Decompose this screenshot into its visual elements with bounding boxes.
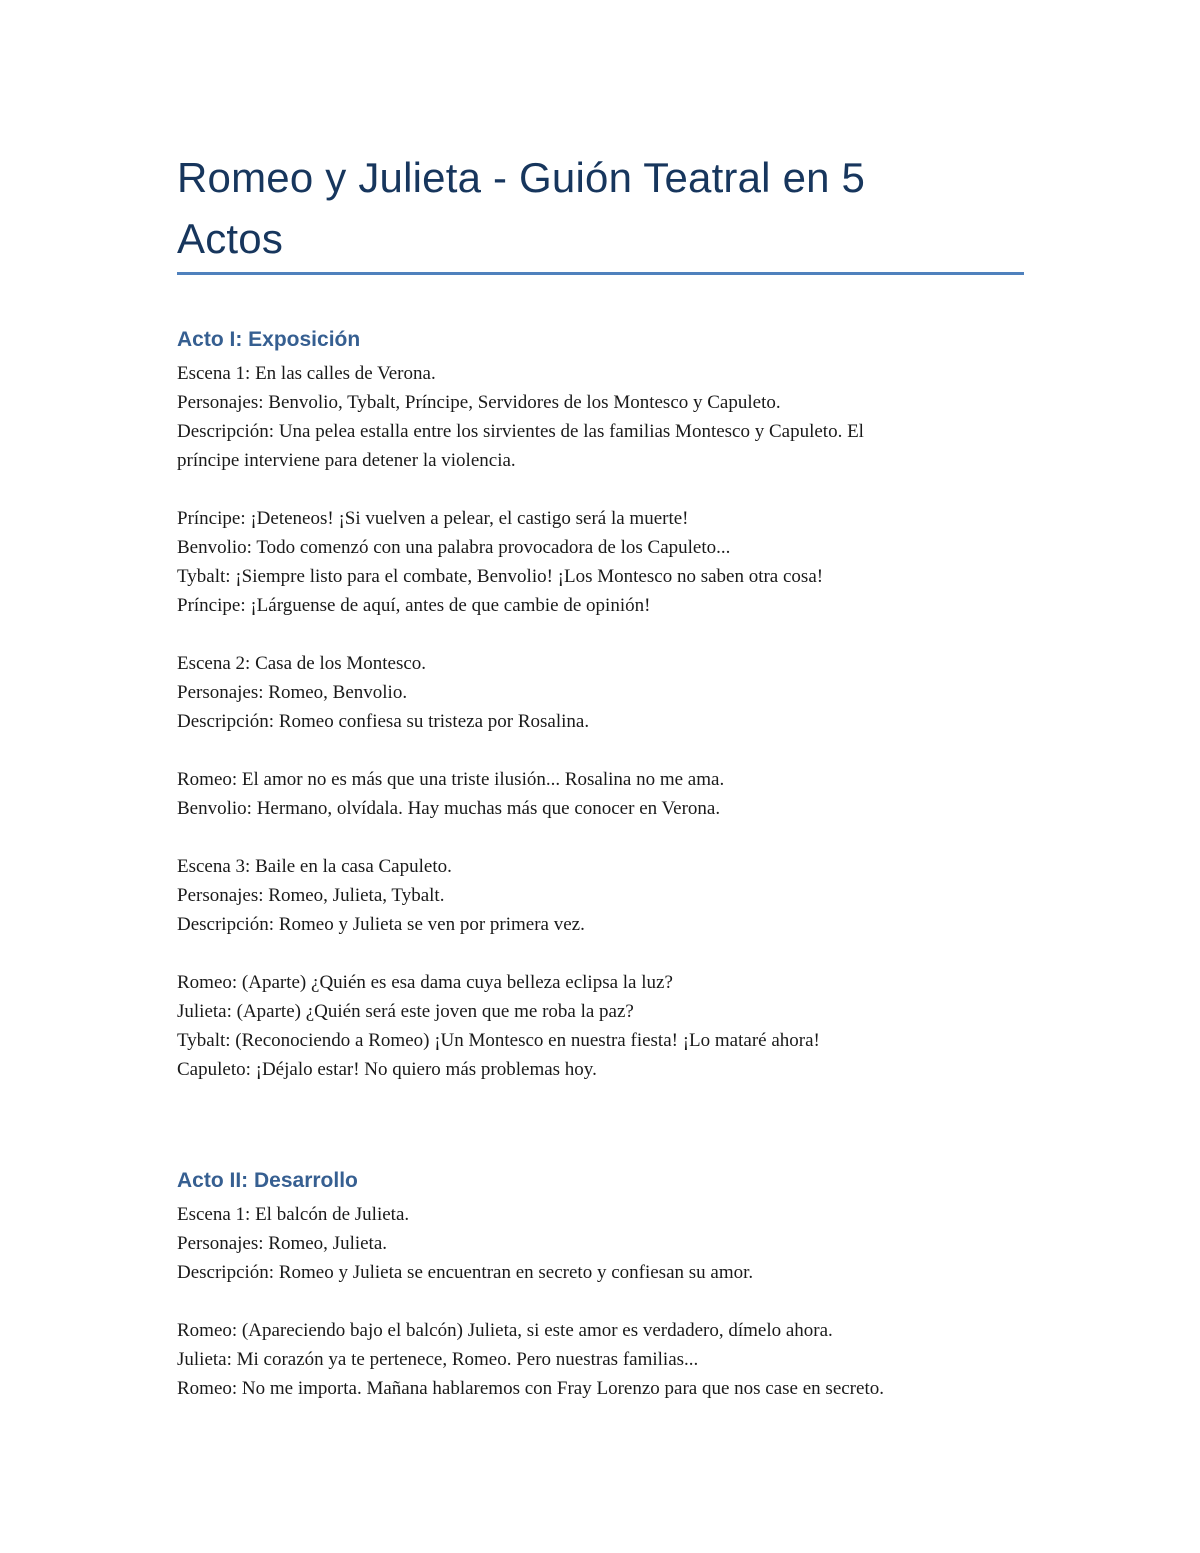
act-1-section <box>177 325 1037 1084</box>
document-title-line-2: Actos <box>177 215 284 262</box>
act-2-section <box>177 1166 1037 1403</box>
dialogue-line: Príncipe: ¡Deteneos! ¡Si vuelven a pelear, el castigo será la muerte! <box>177 508 689 529</box>
act-1-scene-1-title: Escena 1: En las calles de Verona. <box>177 363 436 384</box>
dialogue-line: Romeo: (Apareciendo bajo el balcón) Julieta, si este amor es verdadero, dímelo ahora. <box>177 1320 833 1341</box>
dialogue-line: Romeo: No me importa. Mañana hablaremos con Fray Lorenzo para que nos case en secreto. <box>177 1378 884 1399</box>
act-1-scene-3-title: Escena 3: Baile en la casa Capuleto. <box>177 856 452 877</box>
document-title-block <box>177 147 1025 269</box>
spacer <box>177 823 1037 852</box>
act-1-heading: Acto I: Exposición <box>177 328 361 351</box>
act-1-scene-2-title: Escena 2: Casa de los Montesco. <box>177 653 427 674</box>
dialogue-line: Tybalt: ¡Siempre listo para el combate, Benvolio! ¡Los Montesco no saben otra cosa! <box>177 566 824 587</box>
act-2-scene-1-title: Escena 1: El balcón de Julieta. <box>177 1204 410 1225</box>
dialogue-line: Julieta: Mi corazón ya te pertenece, Romeo. Pero nuestras familias... <box>177 1349 699 1370</box>
title-underline-rule <box>177 272 1024 275</box>
spacer <box>177 939 1037 968</box>
document-title-line-1: Romeo y Julieta - Guión Teatral en 5 <box>177 154 866 201</box>
act-1-scene-1-description-line-1: Descripción: Una pelea estalla entre los sirvientes de las familias Montesco y Capuleto. El <box>177 421 864 442</box>
dialogue-line: Príncipe: ¡Lárguense de aquí, antes de que cambie de opinión! <box>177 595 651 616</box>
spacer <box>177 620 1037 649</box>
dialogue-line: Benvolio: Hermano, olvídala. Hay muchas más que conocer en Verona. <box>177 798 721 819</box>
dialogue-line: Benvolio: Todo comenzó con una palabra provocadora de los Capuleto... <box>177 537 731 558</box>
dialogue-line: Tybalt: (Reconociendo a Romeo) ¡Un Montesco en nuestra fiesta! ¡Lo mataré ahora! <box>177 1030 820 1051</box>
act-1-scene-2-description: Descripción: Romeo confiesa su tristeza por Rosalina. <box>177 711 590 732</box>
act-1-scene-1-description-line-2: príncipe interviene para detener la violencia. <box>177 450 516 471</box>
spacer <box>177 736 1037 765</box>
act-1-scene-3-description: Descripción: Romeo y Julieta se ven por primera vez. <box>177 914 585 935</box>
dialogue-line: Romeo: El amor no es más que una triste ilusión... Rosalina no me ama. <box>177 769 725 790</box>
act-2-scene-1-description: Descripción: Romeo y Julieta se encuentran en secreto y confiesan su amor. <box>177 1262 754 1283</box>
act-1-scene-3-characters: Personajes: Romeo, Julieta, Tybalt. <box>177 885 445 906</box>
spacer <box>177 475 1037 504</box>
act-2-heading: Acto II: Desarrollo <box>177 1169 358 1192</box>
dialogue-line: Julieta: (Aparte) ¿Quién será este joven que me roba la paz? <box>177 1001 634 1022</box>
spacer <box>177 1287 1037 1316</box>
document-title <box>177 147 1025 269</box>
act-2-scene-1-characters: Personajes: Romeo, Julieta. <box>177 1233 388 1254</box>
dialogue-line: Romeo: (Aparte) ¿Quién es esa dama cuya belleza eclipsa la luz? <box>177 972 673 993</box>
act-1-scene-1-characters: Personajes: Benvolio, Tybalt, Príncipe, Servidores de los Montesco y Capuleto. <box>177 392 781 413</box>
act-1-scene-2-characters: Personajes: Romeo, Benvolio. <box>177 682 408 703</box>
dialogue-line: Capuleto: ¡Déjalo estar! No quiero más problemas hoy. <box>177 1059 597 1080</box>
